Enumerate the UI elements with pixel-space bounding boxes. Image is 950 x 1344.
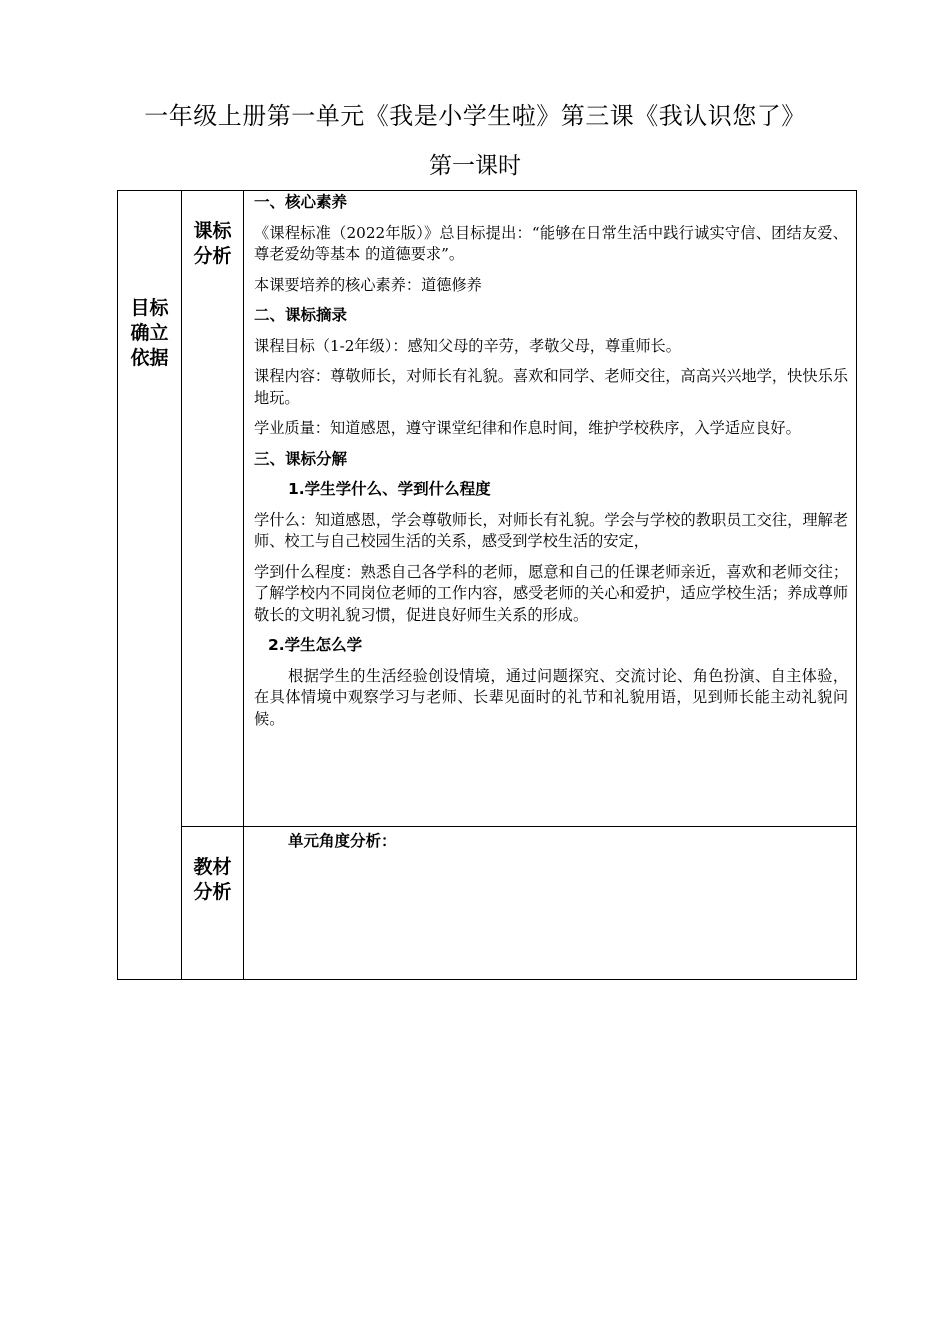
heading-standard-breakdown: 三、课标分解 [254, 449, 348, 468]
course-content: 课程内容：尊敬师长，对师长有礼貌。喜欢和同学、老师交往，高高兴兴地学，快快乐乐地玩。 [254, 367, 848, 407]
learning-degree-text: 学到什么程度：熟悉自己各学科的老师，愿意和自己的任课老师亲近，喜欢和老师交往；了解学校内不同岗位老师的工作内容，感受老师的关心和爱护，适应学校生活；养成尊师敬长的文明礼貌习惯，促进良好师生关系的形成。 [254, 562, 848, 624]
subheading-what-to-learn: 1.学生学什么、学到什么程度 [288, 480, 491, 498]
core-literacy-statement: 本课要培养的核心素养：道德修养 [254, 275, 482, 294]
how-to-learn-text: 根据学生的生活经验创设情境，通过问题探究、交流讨论、角色扮演、自主体验，在具体情境中观察学习与老师、长辈见面时的礼节和礼貌用语，见到师长能主动礼貌问候。 [254, 666, 848, 728]
row-label-curriculum-analysis: 课标 分析 [193, 220, 232, 267]
row-label-textbook-analysis: 教材 分析 [193, 856, 232, 903]
document-title: 一年级上册第一单元《我是小学生啦》第三课《我认识您了》 [144, 102, 806, 130]
heading-standard-excerpt: 二、课标摘录 [254, 306, 348, 324]
subheading-how-to-learn: 2.学生怎么学 [268, 636, 363, 654]
row-divider [181, 826, 857, 827]
academic-quality: 学业质量：知道感恩，遵守课堂纪律和作息时间，维护学校秩序，入学适应良好。 [254, 419, 801, 437]
category-label: 目标 确立 依据 [130, 297, 169, 369]
what-to-learn-text: 学什么：知道感恩，学会尊敬师长，对师长有礼貌。学会与学校的教职员工交往，理解老师、校工与自己校园生活的关系，感受到学校生活的安定， [254, 510, 848, 550]
document-subtitle: 第一课时 [429, 153, 521, 179]
heading-core-literacy: 一、核心素养 [254, 193, 348, 211]
unit-analysis-heading: 单元角度分析： [288, 832, 397, 850]
core-literacy-text: 《课程标准（2022年版）》总目标提出：“能够在日常生活中践行诚实守信、团结友爱、尊老爱幼等基本 的道德要求”。 [254, 223, 848, 263]
course-goal: 课程目标（1-2年级）：感知父母的辛劳，孝敬父母，尊重师长。 [254, 336, 681, 355]
column-divider-2 [243, 190, 244, 980]
curriculum-analysis-content [254, 192, 848, 739]
